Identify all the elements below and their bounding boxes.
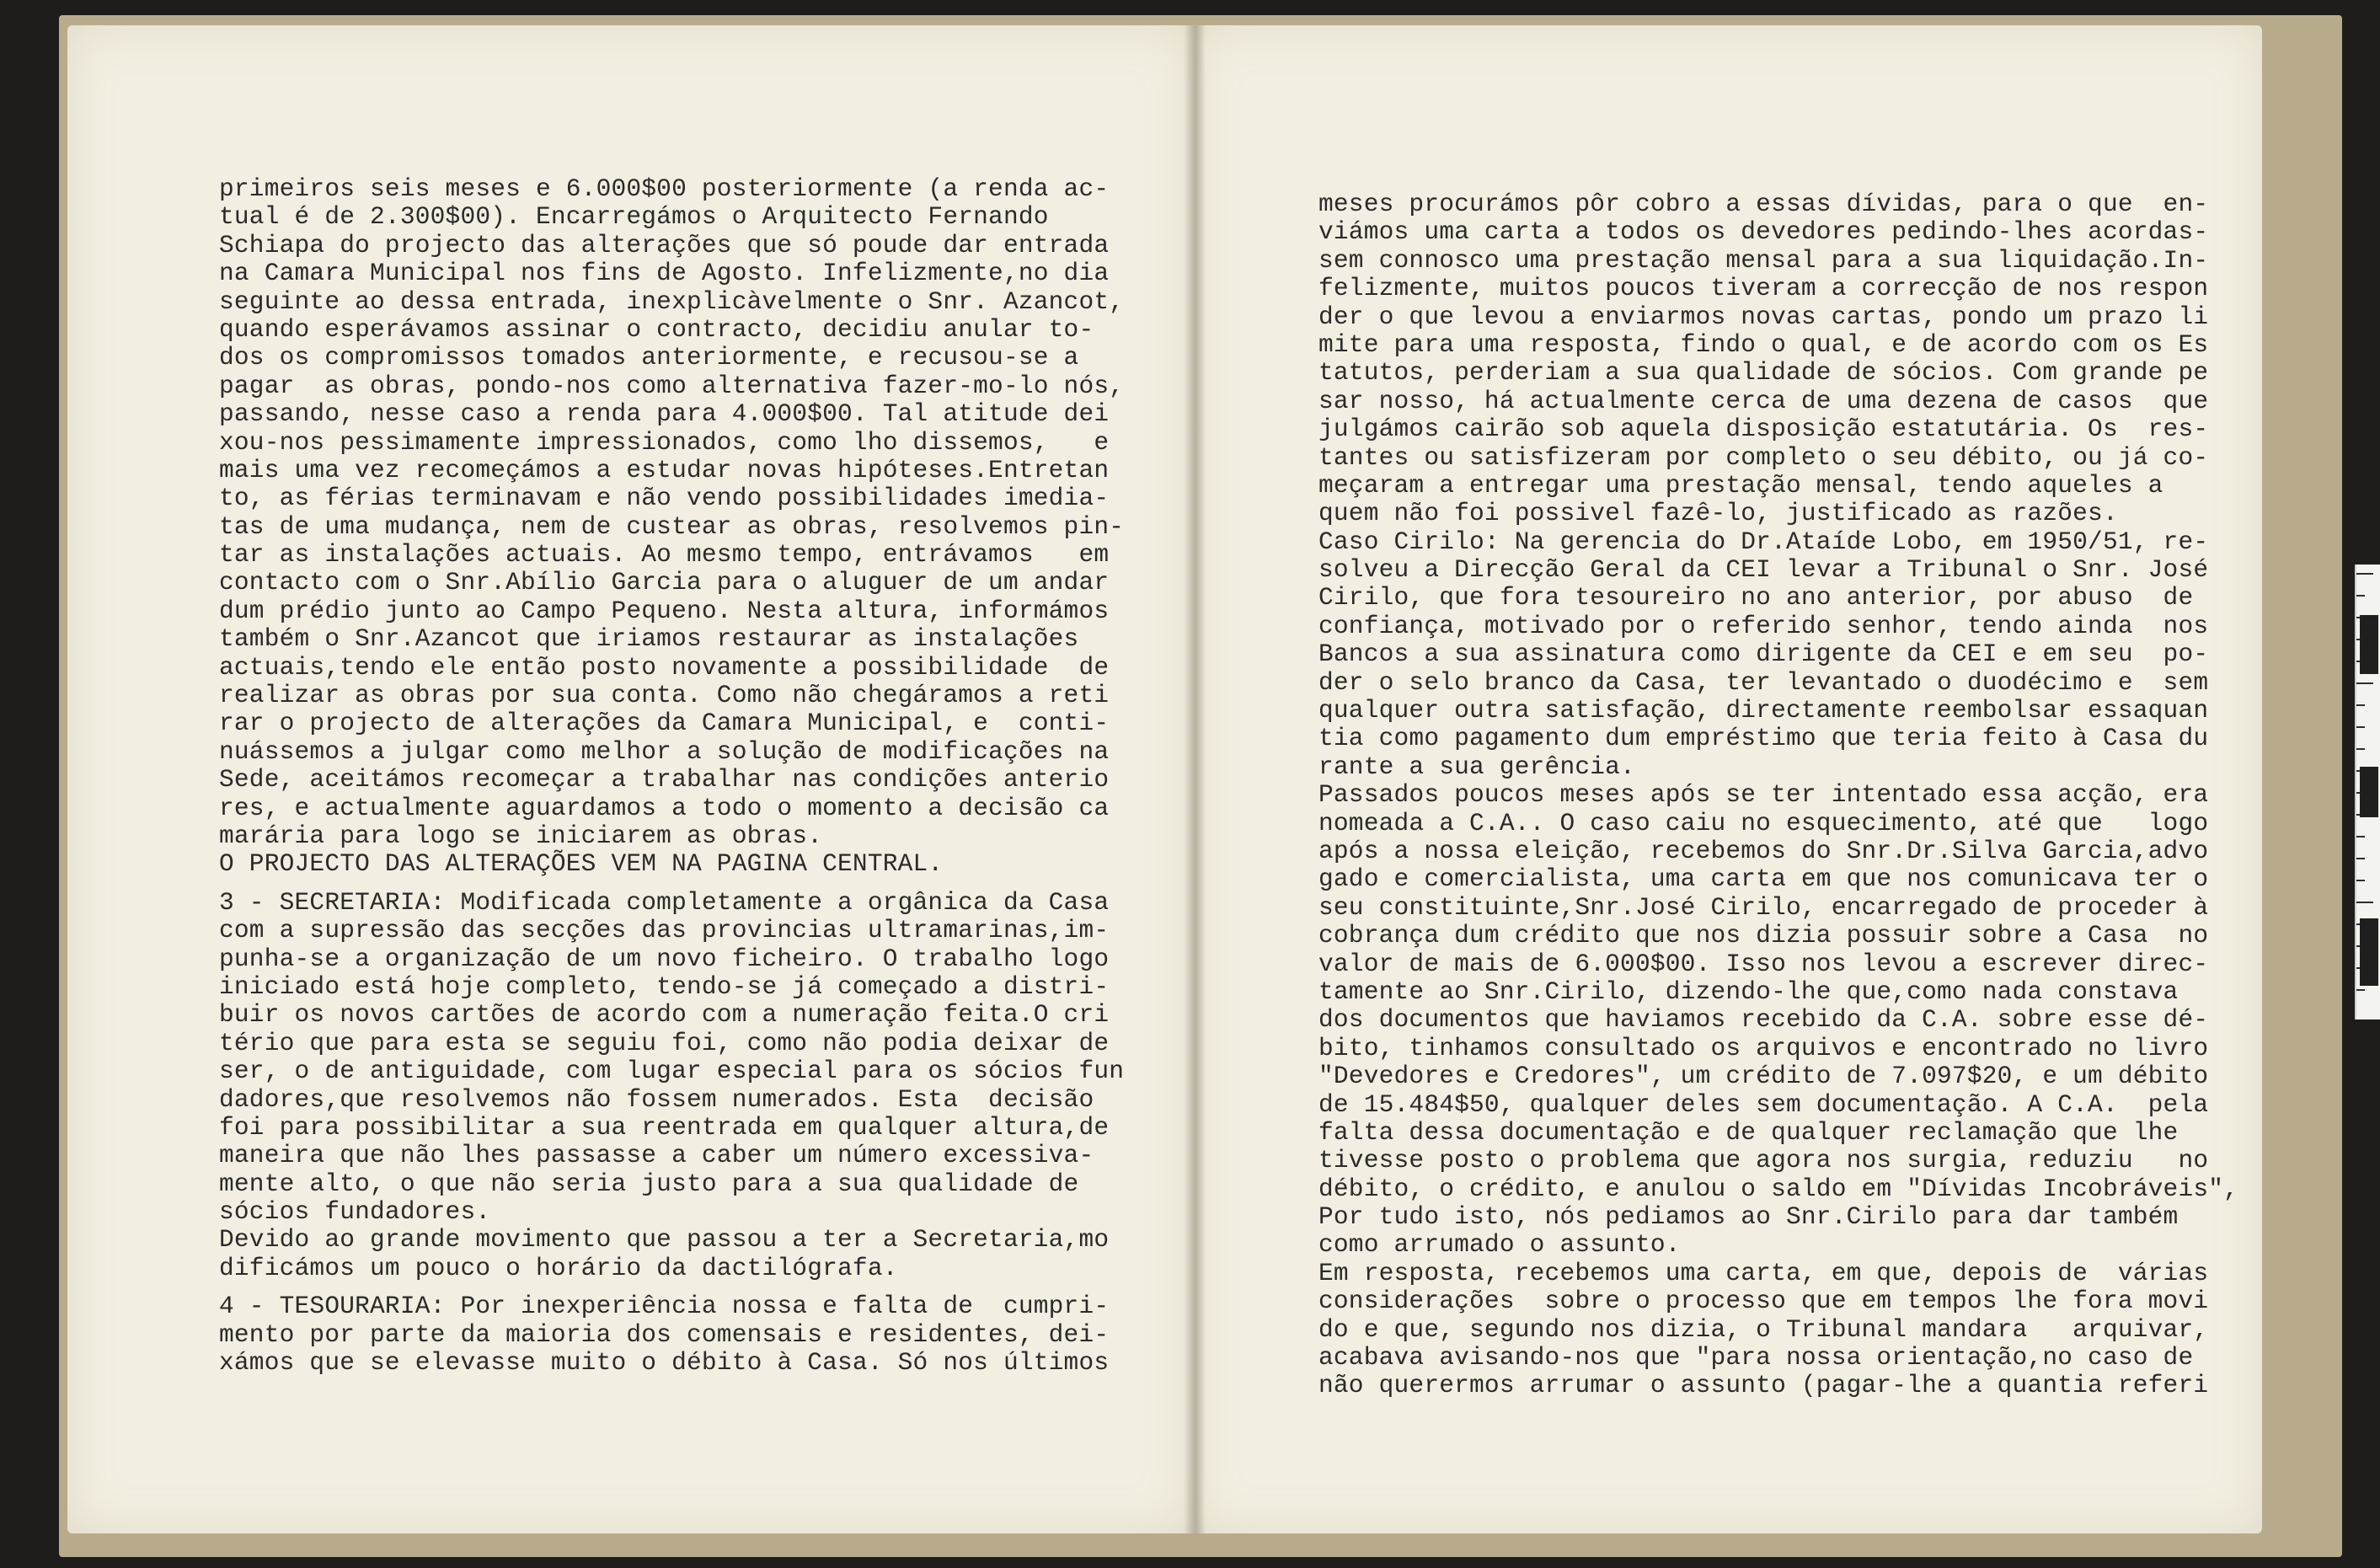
text-line: tantes ou satisfizeram por completo o seu débito, ou já co-: [1318, 442, 2209, 472]
text-line: quando esperávamos assinar o contracto, decidiu anular to-: [219, 314, 1094, 344]
text-line: primeiros seis meses e 6.000$00 posteriormente (a renda ac-: [219, 174, 1110, 203]
text-line: Bancos a sua assinatura como dirigente da CEI e em seu po-: [1318, 640, 2209, 669]
text-line: rante a sua gerência.: [1318, 752, 1635, 781]
text-line: Sede, aceitámos recomeçar a trabalhar nas condições anterio: [219, 765, 1110, 795]
text-line: [219, 879, 1124, 889]
text-line: tas de uma mudança, nem de custear as obras, resolvemos pin-: [219, 511, 1125, 541]
text-line: marária para logo se iniciarem as obras.: [219, 821, 823, 850]
text-line: contacto com o Snr.Abílio Garcia para o aluguer de um andar: [219, 568, 1110, 597]
text-line: dum prédio junto ao Campo Pequeno. Nesta altura, informámos: [219, 596, 1110, 625]
text-line: não querermos arrumar o assunto (pagar-lhe a quantia referi: [1318, 1371, 2209, 1400]
text-line: após a nossa eleição, recebemos do Snr.Dr.Silva Garcia,advo: [1318, 836, 2209, 865]
text-line: der o selo branco da Casa, ter levantado o duodécimo e sem: [1318, 667, 2209, 697]
ruler-tick: [2356, 573, 2373, 575]
ruler-tick: [2356, 595, 2365, 597]
text-line: Caso Cirilo: Na gerencia do Dr.Ataíde Lobo, em 1950/51, re-: [1318, 527, 2209, 556]
text-line: tual é de 2.300$00). Encarregámos o Arquitecto Fernando: [219, 202, 1049, 232]
text-line: viámos uma carta a todos os devedores pedindo-lhes acordas-: [1318, 217, 2209, 247]
text-line: 4 - TESOURARIA: Por inexperiência nossa e falta de cumpri-: [219, 1292, 1110, 1321]
text-line: passando, nesse caso a renda para 4.000$00. Tal atitude dei: [219, 399, 1110, 429]
ruler-tick: [2356, 880, 2365, 881]
text-line: sar nosso, há actualmente cerca de uma dezena de casos que: [1318, 386, 2209, 415]
text-line: na Camara Municipal nos fins de Agosto. Infelizmente,no dia: [219, 259, 1110, 288]
text-line: tia como pagamento dum empréstimo que teria feito à Casa du: [1318, 724, 2209, 753]
text-line: meçaram a entregar uma prestação mensal, tendo aqueles a: [1318, 470, 2163, 500]
text-line: mais uma vez recomeçámos a estudar novas hipóteses.Entretan: [219, 455, 1110, 484]
text-line: acabava avisando-nos que "para nossa orientação,no caso de: [1318, 1343, 2194, 1373]
text-line: tatutos, perderiam a sua qualidade de sócios. Com grande pe: [1318, 358, 2209, 388]
ruler-bar: [2360, 767, 2378, 817]
text-line: valor de mais de 6.000$00. Isso nos levou a escrever direc-: [1318, 949, 2209, 978]
text-line: gado e comercialista, uma carta em que nos comunicava ter o: [1318, 864, 2209, 894]
text-line: dos documentos que haviamos recebido da C.A. sobre esse dé-: [1318, 1005, 2209, 1035]
left-page-text: [219, 175, 1124, 1377]
text-line: julgámos cairão sob aquela disposição estatutária. Os res-: [1318, 415, 2209, 444]
text-line: punha-se a organização de um novo ficheiro. O trabalho logo: [219, 944, 1110, 973]
ruler-bar: [2360, 918, 2378, 986]
text-line: maneira que não lhes passasse a caber um número excessiva-: [219, 1141, 1094, 1170]
ruler-tick: [2356, 726, 2365, 728]
text-line: nomeada a C.A.. O caso caiu no esquecimento, até que logo: [1318, 808, 2209, 838]
text-line: como arrumado o assunto.: [1318, 1230, 1681, 1260]
text-line: bito, tinhamos consultado os arquivos e encontrado no livro: [1318, 1033, 2209, 1062]
text-line: buir os novos cartões de acordo com a numeração feita.O cri: [219, 1000, 1110, 1030]
text-line: xámos que se elevasse muito o débito à Casa. Só nos últimos: [219, 1348, 1110, 1378]
text-line: to, as férias terminavam e não vendo possibilidades imedia-: [219, 484, 1110, 513]
text-line: Schiapa do projecto das alterações que só poude dar entrada: [219, 230, 1110, 260]
text-line: iniciado está hoje completo, tendo-se já começado a distri-: [219, 971, 1110, 1001]
text-line: falta dessa documentação e de qualquer reclamação que lhe: [1318, 1117, 2179, 1147]
text-line: xou-nos pessimamente impressionados, como lho dissemos, e: [219, 427, 1110, 457]
text-line: 3 - SECRETARIA: Modificada completamente a orgânica da Casa: [219, 887, 1110, 917]
ruler-tick: [2356, 858, 2365, 859]
text-line: dadores,que resolvemos não fossem numerados. Esta decisão: [219, 1084, 1094, 1114]
book-gutter: [1184, 25, 1206, 1533]
text-line: considerações sobre o processo que em tempos lhe fora movi: [1318, 1287, 2209, 1316]
text-line: rar o projecto de alterações da Camara Municipal, e conti-: [219, 709, 1110, 738]
text-line: sócios fundadores.: [219, 1197, 491, 1227]
ruler-tick: [2356, 682, 2373, 684]
text-line: qualquer outra satisfação, directamente reembolsar essaquan: [1318, 696, 2209, 725]
text-line: Cirilo, que fora tesoureiro no ano anterior, por abuso de: [1318, 583, 2194, 613]
text-line: com a supressão das secções das provincias ultramarinas,im-: [219, 916, 1110, 945]
ruler-tick: [2356, 836, 2365, 838]
ruler-bar: [2360, 615, 2378, 674]
text-line: der o que levou a enviarmos novas cartas, pondo um prazo li: [1318, 302, 2209, 331]
text-line: O PROJECTO DAS ALTERAÇÕES VEM NA PAGINA CENTRAL.: [219, 849, 944, 879]
text-line: de 15.484$50, qualquer deles sem documentação. A C.A. pela: [1318, 1089, 2209, 1119]
text-line: realizar as obras por sua conta. Como não chegáramos a reti: [219, 681, 1110, 710]
ruler-tick: [2356, 704, 2365, 706]
text-line: actuais,tendo ele então posto novamente a possibilidade de: [219, 652, 1110, 682]
text-line: também o Snr.Azancot que iriamos restaurar as instalações: [219, 624, 1079, 654]
scale-ruler: [2355, 565, 2380, 1019]
text-line: "Devedores e Credores", um crédito de 7.097$20, e um débito: [1318, 1062, 2209, 1091]
ruler-tick: [2356, 902, 2373, 903]
text-line: mento por parte da maioria dos comensais e residentes, dei-: [219, 1319, 1110, 1349]
text-line: débito, o crédito, e anulou o saldo em "Dívidas Incobráveis",: [1318, 1174, 2239, 1203]
text-line: Devido ao grande movimento que passou a ter a Secretaria,mo: [219, 1225, 1110, 1255]
text-line: Passados poucos meses após se ter intentado essa acção, era: [1318, 780, 2209, 810]
text-line: pagar as obras, pondo-nos como alternativa fazer-mo-lo nós,: [219, 371, 1125, 400]
text-line: tamente ao Snr.Cirilo, dizendo-lhe que,como nada constava: [1318, 977, 2179, 1006]
text-line: confiança, motivado por o referido senhor, tendo ainda nos: [1318, 611, 2209, 640]
text-line: seguinte ao dessa entrada, inexplicàvelmente o Snr. Azancot,: [219, 286, 1125, 316]
text-line: meses procurámos pôr cobro a essas dívidas, para o que en-: [1318, 190, 2209, 218]
text-line: Em resposta, recebemos uma carta, em que, depois de várias: [1318, 1258, 2209, 1287]
text-line: felizmente, muitos poucos tiveram a correcção de nos respon: [1318, 274, 2209, 303]
text-line: solveu a Direcção Geral da CEI levar a Tribunal o Snr. José: [1318, 555, 2209, 585]
text-line: mite para uma resposta, findo o qual, e de acordo com os Es: [1318, 329, 2209, 359]
text-line: dos os compromissos tomados anteriormente, e recusou-se a: [219, 343, 1079, 372]
text-line: foi para possibilitar a sua reentrada em qualquer altura,de: [219, 1112, 1110, 1142]
text-line: res, e actualmente aguardamos a todo o momento a decisão ca: [219, 793, 1110, 822]
text-line: sem connosco uma prestação mensal para a sua liquidação.In-: [1318, 245, 2209, 275]
text-line: do e que, segundo nos dizia, o Tribunal mandara arquivar,: [1318, 1314, 2209, 1344]
ruler-tick: [2356, 748, 2365, 750]
text-line: nuássemos a julgar como melhor a solução de modificações na: [219, 736, 1110, 766]
text-line: quem não foi possivel fazê-lo, justificado as razões.: [1318, 499, 2118, 528]
text-line: cobrança dum crédito que nos dizia possuir sobre a Casa no: [1318, 921, 2209, 950]
text-line: tar as instalações actuais. Ao mesmo tempo, entrávamos em: [219, 540, 1110, 570]
text-line: mente alto, o que não seria justo para a sua qualidade de: [219, 1169, 1079, 1198]
text-line: dificámos um pouco o horário da dactilógrafa.: [219, 1253, 898, 1282]
text-line: Por tudo isto, nós pediamos ao Snr.Cirilo para dar também: [1318, 1202, 2179, 1232]
text-line: seu constituinte,Snr.José Cirilo, encarregado de proceder à: [1318, 892, 2209, 922]
text-line: tério que para esta se seguiu foi, como não podia deixar de: [219, 1028, 1110, 1057]
text-line: tivesse posto o problema que agora nos surgia, reduziu no: [1318, 1146, 2209, 1175]
text-line: ser, o de antiguidade, com lugar especial para os sócios fun: [219, 1057, 1125, 1086]
right-page-text: [1318, 190, 2238, 1400]
ruler-tick: [2356, 989, 2365, 991]
